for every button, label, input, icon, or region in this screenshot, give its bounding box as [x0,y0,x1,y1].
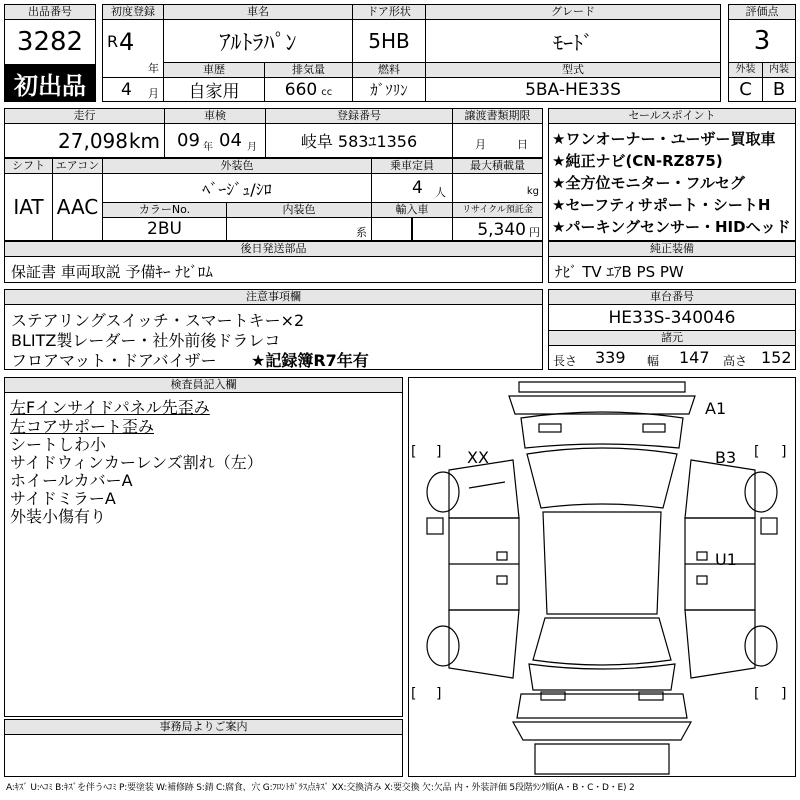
legend: A:ｷｽﾞ U:ﾍｺﾐ B:ｷｽﾞを伴うﾍｺﾐ P:要塗装 W:補修跡 S:錆 C:腐食、穴 G:ﾌﾛﾝﾄｶﾞﾗｽ点ｷｽﾞ XX:交換済み X:要交換 欠:欠品 内・外装評価 5段階ﾗﾝｸ順(A・B・C・D・E) 2 [6,783,635,793]
recycle-cell [452,217,543,241]
svg-text:]: ] [436,686,442,702]
selling-points-box [548,123,796,241]
dims-cell [548,345,796,370]
car-diagram [408,377,796,777]
lot-header: 出品番号 [4,4,96,20]
damage-mark: A1 [705,399,727,418]
selling-points-header: セールスポイント [548,108,796,124]
selling-point: ★セーフティサポート・シートH [552,196,771,214]
model-name-header: 車名 [163,4,353,20]
mileage-unit: km [128,129,160,153]
office-box [4,734,403,777]
damage-mark: XX [467,448,489,467]
notes-box [4,304,543,370]
int-score: B [762,77,796,102]
plate: 岐阜 583ﾕ1356 [265,123,453,158]
month-unit: 月 [148,87,159,100]
office-header: 事務局よりご案内 [4,719,403,735]
length-label: 長さ [553,354,578,368]
inspector-line: 左コアサポート歪み [10,417,155,436]
capacity-cell [371,173,453,203]
int-color-cell [226,217,372,241]
inspector-box [4,392,403,717]
first-reg-month-cell [102,77,164,102]
equip-header: 純正装備 [548,241,796,257]
note-line: ステアリングスイッチ・スマートキー×2 [11,311,305,330]
width-label: 幅 [647,354,660,368]
svg-text:]: ] [436,444,442,460]
selling-point: ★ワンオーナー・ユーザー買取車 [552,130,776,148]
int-score-header: 内装 [762,62,796,78]
shift: IAT [4,173,53,241]
max-load-header: 最大積載量 [452,158,543,174]
transfer-month-unit: 月 [475,138,486,151]
grade: ﾓｰﾄﾞ [425,19,721,63]
inspection-year-unit: 年 [203,142,213,153]
score: 3 [728,19,796,63]
fuel: ｶﾞｿﾘﾝ [352,77,426,102]
import-header: 輸入車 [371,202,453,218]
first-listing-badge: 初出品 [4,65,96,102]
ac: AAC [52,173,103,241]
inspector-line: シートしわ小 [10,435,107,454]
max-load-cell [452,173,543,203]
displacement-header: 排気量 [264,62,353,78]
later-header: 後日発送部品 [4,241,543,257]
height-label: 高さ [723,354,748,368]
ext-color: ﾍﾞｰｼﾞｭ/ｼﾛ [102,173,372,203]
selling-point: ★パーキングセンサー・HIDヘッド [552,218,791,236]
capacity-header: 乗車定員 [371,158,453,174]
record-note: ★記録簿R7年有 [251,351,369,370]
svg-text:]: ] [781,686,787,702]
recycle: 5,340 [477,220,526,240]
note-line: フロアマット・ドアバイザー [11,351,217,370]
inspection-header: 車検 [164,108,266,124]
inspector-line: サイドミラーA [10,489,116,508]
transfer-header: 譲渡書類期限 [452,108,543,124]
first-reg-year: 4 [119,28,135,56]
history: 自家用 [163,77,265,102]
displacement-cell [264,77,353,102]
score-header: 評価点 [728,4,796,20]
door-header: ドア形状 [352,4,426,20]
ext-score: C [728,77,763,102]
inspection-month-unit: 月 [247,142,257,153]
equip-cell [548,256,796,283]
later-cell [4,256,543,283]
inspector-header: 検査員記入欄 [4,377,403,393]
inspector-line: ホイールカバーA [10,471,133,490]
inspector-line: サイドウィンカーレンズ割れ（左） [10,453,263,472]
inspection-cell [164,123,266,158]
year-unit: 年 [148,62,159,75]
model-code-header: 型式 [425,62,721,78]
selling-point: ★全方位モニター・フルセグ [552,174,745,192]
note-line: BLITZ製レーダー・社外前後ドラレコ [11,331,281,350]
svg-text:[: [ [754,444,760,460]
inspection-month: 04 [219,130,242,151]
svg-text:[: [ [411,686,417,702]
ext-score-header: 外装 [728,62,763,78]
first-reg-month: 4 [121,80,132,100]
damage-mark: U1 [715,550,737,569]
ext-color-header: 外装色 [102,158,372,174]
lot-number: 3282 [4,19,96,65]
chassis-header: 車台番号 [548,289,796,305]
svg-text:[: [ [754,686,760,702]
inspection-year: 09 [177,130,200,151]
model-code: 5BA-HE33S [425,77,721,102]
recycle-unit: 円 [529,226,540,239]
mileage-header: 走行 [4,108,165,124]
fuel-header: 燃料 [352,62,426,78]
color-no: 2BU [102,217,227,241]
svg-text:]: ] [781,444,787,460]
max-load-unit: kg [526,186,539,197]
inspector-line: 左Fインサイドパネル先歪み [10,398,210,417]
height: 152 [761,348,792,367]
equipment: ﾅﾋﾞ TV ｴｱB PS PW [555,263,684,281]
chassis-number: HE33S-340046 [548,304,796,331]
length: 339 [595,348,626,367]
dims-header: 諸元 [548,330,796,346]
damage-mark: B3 [715,448,737,467]
color-no-header: カラーNo. [102,202,227,218]
shift-header: シフト [4,158,53,174]
selling-point: ★純正ナビ(CN-RZ875) [552,152,723,170]
era: R [107,32,119,51]
width: 147 [679,348,710,367]
model-name: ｱﾙﾄﾗﾊﾟﾝ [163,19,353,63]
int-color-unit: 系 [356,226,367,239]
recycle-header: リサイクル預託金 [452,202,543,218]
history-header: 車歴 [163,62,265,78]
transfer-cell [452,123,543,158]
mileage: 27,098 [58,129,128,153]
import-divider [411,217,413,241]
later-parts: 保証書 車両取説 予備ｷｰ ﾅﾋﾞﾛﾑ [11,263,213,281]
capacity-unit: 人 [435,186,446,199]
int-color-header: 内装色 [226,202,372,218]
first-reg-year-cell [102,19,164,78]
first-reg-header: 初度登録 [102,4,164,20]
ac-header: エアコン [52,158,103,174]
transfer-day-unit: 日 [517,138,528,151]
displacement-unit: cc [321,87,333,98]
svg-text:[: [ [411,444,417,460]
notes-header: 注意事項欄 [4,289,543,305]
plate-header: 登録番号 [265,108,453,124]
capacity: 4 [412,178,423,198]
door-type: 5HB [352,19,426,63]
grade-header: グレード [425,4,721,20]
mileage-cell [4,123,165,158]
inspector-line: 外装小傷有り [10,507,107,526]
displacement: 660 [284,79,318,100]
